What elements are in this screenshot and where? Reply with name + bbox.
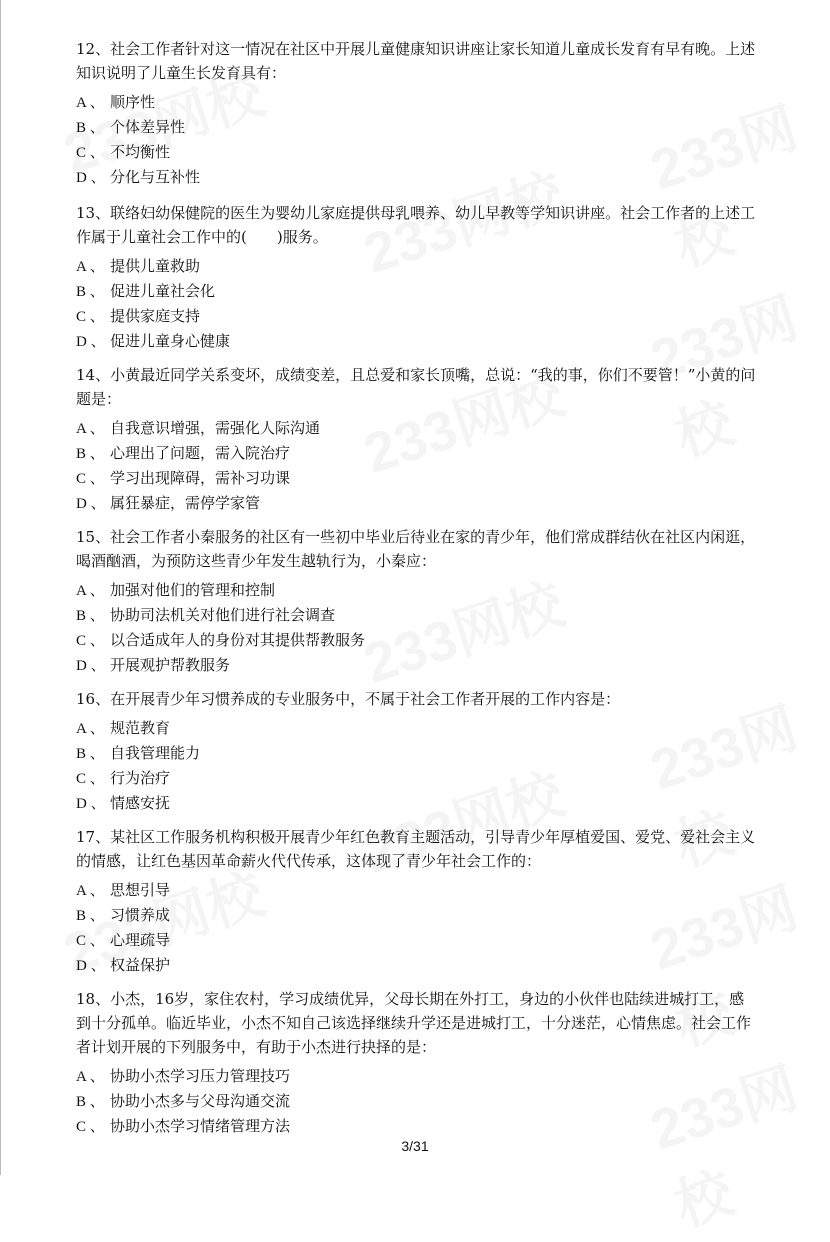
option-item [76, 766, 756, 791]
option-letter: D 、 [76, 796, 106, 812]
option-item [76, 578, 756, 603]
option-letter: C 、 [76, 471, 105, 487]
option-letter: D 、 [76, 334, 106, 350]
option-text: 心理疏导 [110, 931, 171, 949]
option-text: 个体差异性 [110, 118, 186, 136]
option-text: 权益保护 [110, 956, 171, 974]
option-text: 自我管理能力 [110, 744, 201, 762]
option-letter: A 、 [76, 721, 105, 737]
option-letter: A 、 [76, 583, 105, 599]
option-letter: B 、 [76, 908, 105, 924]
option-text: 学习出现障碍，需补习功课 [110, 469, 291, 487]
option-item [76, 416, 756, 441]
option-text: 行为治疗 [110, 769, 171, 787]
question-16 [76, 687, 756, 816]
option-text: 协助小杰学习压力管理技巧 [110, 1067, 291, 1085]
option-text: 以合适成年人的身份对其提供帮教服务 [110, 631, 366, 649]
option-letter: B 、 [76, 1094, 105, 1110]
option-text: 加强对他们的管理和控制 [110, 581, 276, 599]
question-stem: 14、小黄最近同学关系变坏，成绩变差，且总爱和家长顶嘴，总说：“我的事，你们不要管！”小黄的问题是： [76, 366, 756, 408]
option-item [76, 953, 756, 978]
option-letter: A 、 [76, 421, 105, 437]
option-item [76, 90, 756, 115]
option-text: 分化与互补性 [110, 168, 201, 186]
option-text: 促进儿童身心健康 [110, 332, 231, 350]
question-13 [76, 201, 756, 354]
option-letter: B 、 [76, 284, 105, 300]
option-letter: D 、 [76, 658, 106, 674]
option-text: 规范教育 [110, 719, 171, 737]
option-text: 不均衡性 [110, 143, 171, 161]
option-item [76, 878, 756, 903]
page-number: 3/31 [401, 1138, 429, 1154]
page-edge [0, 0, 1, 1175]
option-item [76, 254, 756, 279]
option-letter: D 、 [76, 496, 106, 512]
question-stem: 17、某社区工作服务机构积极开展青少年红色教育主题活动，引导青少年厚植爱国、爱党、爱社会主义的情感，让红色基因革命薪火代代传承，这体现了青少年社会工作的： [76, 828, 756, 870]
option-text: 开展观护帮教服务 [110, 656, 231, 674]
option-item [76, 329, 756, 354]
option-text: 协助司法机关对他们进行社会调查 [110, 606, 336, 624]
option-text: 自我意识增强，需强化人际沟通 [110, 419, 321, 437]
option-text: 提供儿童救助 [110, 257, 201, 275]
question-15 [76, 525, 756, 678]
option-letter: A 、 [76, 883, 105, 899]
option-item [76, 716, 756, 741]
option-letter: A 、 [76, 1069, 105, 1085]
option-letter: D 、 [76, 958, 106, 974]
question-stem: 16、在开展青少年习惯养成的专业服务中，不属于社会工作者开展的工作内容是： [76, 690, 621, 708]
option-text: 思想引导 [110, 881, 171, 899]
option-text: 心理出了问题，需入院治疗 [110, 444, 291, 462]
option-text: 提供家庭支持 [110, 307, 201, 325]
option-letter: C 、 [76, 771, 105, 787]
option-letter: A 、 [76, 95, 105, 111]
option-item [76, 628, 756, 653]
option-item [76, 304, 756, 329]
question-stem: 12、社会工作者针对这一情况在社区中开展儿童健康知识讲座让家长知道儿童成长发育有早有晚。上述知识说明了儿童生长发育具有： [76, 40, 756, 82]
option-text: 习惯养成 [110, 906, 171, 924]
question-17 [76, 825, 756, 978]
option-letter: A 、 [76, 259, 105, 275]
question-stem: 15、社会工作者小秦服务的社区有一些初中毕业后待业在家的青少年，他们常成群结伙在社区内闲逛，喝酒酗酒，为预防这些青少年发生越轨行为，小秦应： [76, 528, 756, 570]
option-item [76, 491, 756, 516]
option-item [76, 603, 756, 628]
question-stem: 18、小杰，16岁，家住农村，学习成绩优异，父母长期在外打工，身边的小伙伴也陆续进城打工，感到十分孤单。临近毕业，小杰不知自己该选择继续升学还是进城打工，十分迷茫，心情焦虑。社会工作者计划开展的下列服务中，有助于小杰进行抉择的是： [76, 990, 752, 1056]
question-12 [76, 37, 756, 190]
option-letter: C 、 [76, 633, 105, 649]
option-item [76, 741, 756, 766]
option-letter: D 、 [76, 170, 106, 186]
option-letter: B 、 [76, 608, 105, 624]
option-item [76, 1089, 756, 1114]
option-letter: C 、 [76, 1119, 105, 1135]
option-item [76, 791, 756, 816]
option-text: 协助小杰多与父母沟通交流 [110, 1092, 291, 1110]
option-text: 协助小杰学习情绪管理方法 [110, 1117, 291, 1135]
option-item [76, 115, 756, 140]
option-item [76, 1114, 756, 1139]
option-item [76, 903, 756, 928]
option-item [76, 466, 756, 491]
option-item [76, 165, 756, 190]
option-item [76, 928, 756, 953]
option-letter: B 、 [76, 746, 105, 762]
option-text: 顺序性 [110, 93, 156, 111]
option-letter: B 、 [76, 446, 105, 462]
option-text: 促进儿童社会化 [110, 282, 216, 300]
option-item [76, 441, 756, 466]
option-item [76, 1064, 756, 1089]
option-item [76, 653, 756, 678]
option-item [76, 279, 756, 304]
option-letter: C 、 [76, 145, 105, 161]
option-item [76, 140, 756, 165]
option-letter: B 、 [76, 120, 105, 136]
question-14 [76, 363, 756, 516]
option-text: 情感安抚 [110, 794, 171, 812]
question-stem: 13、联络妇幼保健院的医生为婴幼儿家庭提供母乳喂养、幼儿早教等学知识讲座。社会工作者的上述工作属于儿童社会工作中的( )服务。 [76, 204, 756, 246]
option-letter: C 、 [76, 933, 105, 949]
question-18 [76, 987, 756, 1139]
option-letter: C 、 [76, 309, 105, 325]
option-text: 属狂暴症，需停学家管 [110, 494, 261, 512]
